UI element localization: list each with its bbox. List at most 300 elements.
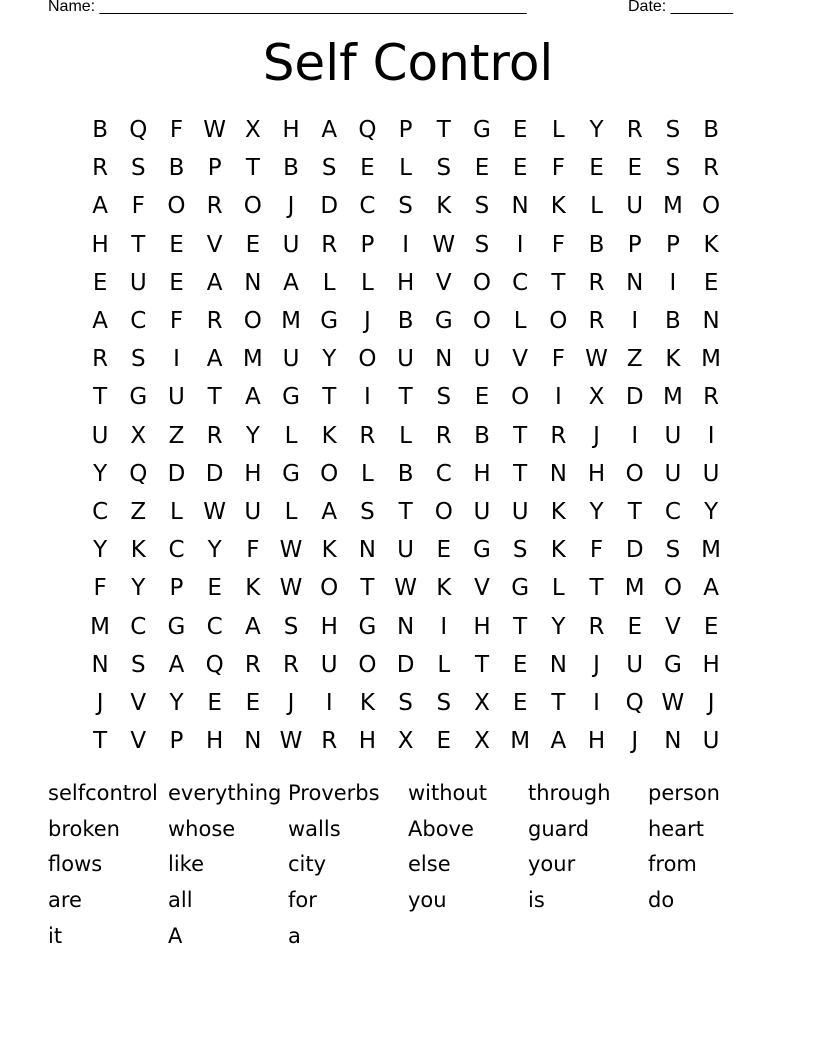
grid-letter: U (626, 651, 644, 678)
grid-letter: T (93, 384, 108, 411)
grid-letter: S (398, 689, 413, 716)
grid-letter: S (130, 155, 146, 182)
word-list-item: without (408, 781, 487, 805)
word-list-item: for (288, 888, 317, 913)
grid-letter: T (207, 384, 222, 411)
grid-letter: E (512, 117, 528, 144)
grid-letter: E (512, 689, 528, 716)
grid-letter: S (665, 155, 681, 182)
grid-letter: A (283, 269, 299, 296)
grid-letter: O (472, 308, 492, 335)
grid-letter: E (703, 269, 719, 296)
grid-letter: S (665, 537, 681, 564)
grid-letter: O (434, 498, 453, 525)
grid-letter: Y (589, 117, 604, 144)
grid-letter: O (358, 651, 377, 678)
grid-letter: E (360, 155, 375, 182)
grid-letter: U (702, 728, 720, 755)
grid-row (81, 264, 730, 302)
grid-letter: Q (625, 689, 644, 716)
grid-letter: T (513, 460, 528, 487)
grid-letter: Q (205, 651, 224, 678)
grid-letter: N (626, 269, 644, 296)
grid-letter: P (665, 231, 680, 258)
grid-letter: V (512, 346, 529, 373)
grid-letter: S (436, 155, 452, 182)
grid-letter: O (663, 575, 682, 602)
grid-letter: T (245, 155, 260, 182)
grid-letter: L (551, 117, 565, 144)
grid-letter: K (550, 498, 566, 525)
grid-letter: N (396, 613, 415, 640)
grid-letter: I (707, 422, 715, 449)
grid-letter: B (168, 155, 185, 182)
grid-letter: T (474, 651, 489, 678)
grid-letter: R (626, 117, 643, 144)
grid-letter: W (279, 575, 303, 602)
grid-letter: R (588, 269, 605, 296)
grid-letter: Z (168, 422, 185, 449)
grid-letter: G (663, 651, 682, 678)
grid-letter: H (282, 117, 300, 144)
grid-letter: N (244, 269, 262, 296)
word-list-item: whose (168, 816, 236, 841)
grid-letter: H (587, 460, 606, 487)
grid-letter: P (398, 117, 413, 144)
grid-letter: R (244, 651, 261, 678)
grid-letter: R (588, 613, 605, 640)
grid-letter: S (321, 155, 337, 182)
grid-letter: G (511, 575, 530, 602)
grid-letter: O (167, 193, 186, 220)
grid-letter: C (664, 498, 681, 525)
word-list-item: broken (48, 816, 120, 841)
grid-letter: I (440, 613, 448, 640)
grid-letter: E (512, 651, 528, 678)
grid-letter: S (474, 193, 490, 220)
grid-letter: S (436, 384, 452, 411)
grid-letter: L (513, 308, 527, 335)
grid-letter: R (359, 422, 376, 449)
grid-letter: K (321, 537, 337, 564)
grid-letter: N (702, 308, 720, 335)
grid-letter: P (627, 231, 642, 258)
grid-letter: N (358, 537, 377, 564)
grid-letter: B (665, 308, 681, 335)
grid-letter: L (590, 193, 603, 220)
grid-letter: I (593, 689, 600, 716)
grid-letter: F (551, 231, 565, 258)
word-list-item: city (288, 852, 327, 877)
grid-row (81, 722, 730, 760)
grid-letter: G (434, 308, 453, 335)
grid-letter: G (320, 308, 339, 335)
grid-row (81, 684, 730, 722)
grid-letter: I (631, 422, 639, 449)
grid-letter: V (474, 575, 490, 602)
grid-letter: G (282, 460, 300, 487)
grid-row (81, 493, 730, 531)
grid-letter: H (206, 728, 224, 755)
grid-letter: K (550, 193, 566, 220)
grid-letter: U (282, 231, 300, 258)
letter-grid (81, 111, 730, 760)
word-list-item: Above (408, 816, 474, 841)
grid-letter: W (394, 575, 417, 602)
grid-letter: L (399, 422, 412, 449)
grid-letter: R (588, 308, 605, 335)
grid-letter: D (167, 460, 186, 487)
grid-letter: F (589, 537, 604, 564)
grid-letter: R (92, 346, 109, 373)
grid-letter: A (703, 575, 719, 602)
grid-letter: Y (93, 460, 108, 487)
grid-letter: T (398, 498, 413, 525)
grid-letter: X (474, 689, 490, 716)
grid-letter: F (551, 155, 565, 182)
grid-letter: A (92, 308, 108, 335)
grid-letter: U (91, 422, 109, 449)
grid-letter: T (589, 575, 604, 602)
grid-letter: H (358, 728, 377, 755)
grid-letter: K (130, 537, 146, 564)
grid-letter: S (436, 689, 452, 716)
grid-letter: Y (131, 575, 146, 602)
word-list-item: your (528, 852, 576, 877)
grid-row (81, 455, 730, 493)
grid-letter: T (436, 117, 451, 144)
grid-letter: X (130, 422, 147, 449)
grid-letter: L (284, 498, 298, 525)
grid-letter: L (360, 460, 374, 487)
grid-letter: A (321, 498, 338, 525)
grid-letter: U (282, 346, 300, 373)
grid-letter: Y (551, 613, 566, 640)
grid-letter: J (96, 689, 104, 716)
grid-row (81, 149, 730, 187)
grid-letter: E (169, 269, 184, 296)
grid-letter: V (435, 269, 452, 296)
word-list-item: Proverbs (288, 781, 380, 805)
grid-letter: N (435, 346, 453, 373)
grid-letter: O (243, 308, 262, 335)
grid-letter: R (206, 422, 223, 449)
grid-letter: A (168, 651, 185, 678)
grid-letter: G (473, 537, 491, 564)
grid-letter: S (283, 613, 299, 640)
word-list-item: person (648, 781, 720, 805)
grid-letter: O (511, 384, 530, 411)
grid-letter: B (283, 155, 299, 182)
grid-letter: B (703, 117, 719, 144)
grid-letter: U (168, 384, 185, 411)
grid-letter: U (702, 460, 720, 487)
grid-row (81, 607, 730, 645)
grid-letter: C (435, 460, 452, 487)
grid-letter: O (625, 460, 644, 487)
grid-letter: J (707, 689, 715, 716)
word-list-item: flows (48, 852, 103, 877)
grid-letter: W (432, 231, 456, 258)
grid-row (81, 340, 730, 378)
word-list-item: it (48, 923, 63, 948)
grid-letter: N (91, 651, 109, 678)
grid-letter: Z (130, 498, 147, 525)
grid-letter: S (130, 346, 146, 373)
grid-letter: I (364, 384, 371, 411)
grid-letter: M (510, 728, 531, 755)
grid-letter: S (360, 498, 375, 525)
grid-row (81, 226, 730, 264)
grid-letter: Y (589, 498, 604, 525)
grid-letter: T (551, 689, 566, 716)
grid-letter: Q (129, 460, 148, 487)
word-list-item: else (408, 852, 451, 877)
grid-letter: X (474, 728, 490, 755)
grid-letter: B (397, 308, 414, 335)
grid-letter: J (287, 689, 295, 716)
date-field-label: Date: _______ (628, 0, 733, 15)
word-list-item: a (288, 923, 301, 948)
grid-letter: L (551, 575, 565, 602)
grid-letter: Q (129, 117, 148, 144)
grid-letter: E (245, 689, 261, 716)
grid-letter: L (170, 498, 183, 525)
grid-letter: G (358, 613, 377, 640)
grid-letter: R (321, 231, 338, 258)
grid-letter: S (512, 537, 528, 564)
grid-letter: H (396, 269, 415, 296)
grid-letter: H (587, 728, 606, 755)
grid-letter: E (436, 537, 452, 564)
grid-letter: N (549, 651, 567, 678)
grid-letter: C (168, 537, 185, 564)
grid-letter: D (396, 651, 415, 678)
grid-row (81, 302, 730, 340)
grid-letter: C (512, 269, 529, 296)
grid-letter: Y (93, 537, 108, 564)
grid-letter: Q (358, 117, 377, 144)
grid-letter: E (207, 689, 222, 716)
grid-letter: U (511, 498, 529, 525)
grid-letter: N (244, 728, 262, 755)
grid-letter: U (473, 498, 491, 525)
grid-letter: G (473, 117, 491, 144)
grid-letter: U (626, 193, 644, 220)
grid-letter: A (92, 193, 108, 220)
grid-row (81, 646, 730, 684)
grid-letter: K (436, 575, 452, 602)
grid-letter: U (397, 346, 415, 373)
name-field-label: Name: ________________________________________________ (48, 0, 527, 15)
grid-letter: F (93, 575, 107, 602)
word-list-item: is (528, 888, 545, 913)
grid-letter: Y (245, 422, 260, 449)
grid-letter: U (473, 346, 491, 373)
grid-letter: T (93, 728, 108, 755)
word-list-item: guard (528, 816, 590, 841)
grid-letter: W (661, 689, 685, 716)
grid-letter: M (662, 193, 683, 220)
grid-letter: W (203, 117, 227, 144)
grid-letter: P (169, 728, 184, 755)
grid-row (81, 531, 730, 569)
grid-row (81, 378, 730, 416)
grid-letter: V (206, 231, 223, 258)
grid-letter: R (206, 308, 223, 335)
grid-row (81, 417, 730, 455)
grid-letter: L (399, 155, 412, 182)
word-list-item: like (168, 852, 205, 877)
grid-letter: G (167, 613, 186, 640)
grid-letter: M (281, 308, 301, 335)
word-list-item: selfcontrol (48, 781, 158, 805)
grid-letter: X (397, 728, 414, 755)
grid-letter: E (589, 155, 604, 182)
grid-letter: J (593, 422, 600, 449)
grid-letter: G (282, 384, 300, 411)
grid-letter: A (206, 346, 223, 373)
grid-letter: T (360, 575, 375, 602)
grid-letter: S (130, 651, 146, 678)
grid-letter: H (244, 460, 262, 487)
grid-letter: B (397, 460, 414, 487)
grid-letter: A (206, 269, 223, 296)
grid-letter: K (321, 422, 337, 449)
word-list-item: everything (168, 781, 282, 805)
grid-letter: E (436, 728, 452, 755)
grid-letter: V (130, 728, 147, 755)
grid-letter: I (173, 346, 180, 373)
grid-letter: U (664, 422, 682, 449)
grid-letter: U (244, 498, 262, 525)
grid-letter: R (283, 651, 300, 678)
word-list-item: you (408, 888, 447, 913)
grid-letter: V (130, 689, 147, 716)
grid-letter: O (320, 460, 339, 487)
grid-letter: T (513, 613, 528, 640)
grid-letter: E (169, 231, 184, 258)
grid-letter: E (245, 231, 261, 258)
grid-row (81, 111, 730, 149)
grid-letter: N (511, 193, 529, 220)
grid-letter: L (322, 269, 336, 296)
grid-letter: L (284, 422, 298, 449)
grid-letter: O (549, 308, 568, 335)
grid-letter: H (473, 613, 491, 640)
grid-letter: O (320, 575, 339, 602)
word-list-item: heart (648, 816, 704, 841)
grid-letter: E (474, 155, 490, 182)
grid-letter: C (130, 613, 147, 640)
grid-letter: P (360, 231, 375, 258)
grid-letter: T (513, 422, 528, 449)
word-list-item: walls (288, 816, 341, 841)
grid-letter: M (701, 537, 722, 564)
grid-letter: W (203, 498, 227, 525)
grid-letter: E (703, 613, 719, 640)
grid-letter: U (129, 269, 147, 296)
grid-letter: K (665, 346, 681, 373)
grid-letter: A (244, 613, 261, 640)
grid-letter: E (627, 155, 642, 182)
grid-letter: R (92, 155, 109, 182)
grid-letter: T (551, 269, 566, 296)
grid-letter: X (588, 384, 605, 411)
grid-letter: A (321, 117, 338, 144)
grid-letter: M (624, 575, 645, 602)
grid-letter: E (474, 384, 490, 411)
grid-letter: E (207, 575, 222, 602)
grid-letter: C (130, 308, 147, 335)
grid-letter: R (435, 422, 452, 449)
grid-letter: S (398, 193, 413, 220)
grid-letter: I (516, 231, 524, 258)
page-title: Self Control (262, 34, 554, 92)
grid-letter: E (512, 155, 528, 182)
grid-letter: J (631, 728, 639, 755)
grid-letter: W (585, 346, 608, 373)
grid-letter: G (129, 384, 148, 411)
grid-letter: A (244, 384, 261, 411)
grid-letter: C (92, 498, 109, 525)
grid-letter: I (669, 269, 677, 296)
grid-letter: M (701, 346, 722, 373)
grid-letter: D (205, 460, 224, 487)
grid-letter: C (359, 193, 376, 220)
grid-letter: F (246, 537, 260, 564)
grid-letter: A (550, 728, 567, 755)
grid-letter: J (593, 651, 600, 678)
grid-letter: F (169, 308, 184, 335)
grid-letter: P (169, 575, 184, 602)
grid-row (81, 569, 730, 607)
grid-letter: W (279, 537, 303, 564)
grid-letter: H (320, 613, 338, 640)
grid-letter: D (625, 384, 644, 411)
grid-letter: T (131, 231, 146, 258)
grid-letter: X (244, 117, 261, 144)
word-list-item: through (528, 781, 611, 805)
grid-letter: P (207, 155, 222, 182)
grid-letter: C (206, 613, 223, 640)
word-list-item: A (168, 923, 183, 948)
grid-letter: M (662, 384, 683, 411)
grid-letter: B (474, 422, 490, 449)
grid-letter: D (625, 537, 644, 564)
grid-letter: R (550, 422, 567, 449)
grid-letter: B (92, 117, 108, 144)
grid-letter: U (320, 651, 338, 678)
grid-letter: J (287, 193, 295, 220)
grid-letter: K (703, 231, 719, 258)
grid-row (81, 187, 730, 225)
grid-letter: Y (207, 537, 222, 564)
grid-letter: R (703, 155, 720, 182)
grid-letter: K (436, 193, 452, 220)
grid-letter: D (320, 193, 339, 220)
grid-letter: U (397, 537, 415, 564)
grid-letter: V (665, 613, 681, 640)
grid-letter: S (665, 117, 681, 144)
grid-letter: M (242, 346, 263, 373)
grid-letter: T (322, 384, 337, 411)
grid-letter: O (358, 346, 377, 373)
grid-letter: I (631, 308, 639, 335)
grid-letter: I (325, 689, 333, 716)
grid-letter: N (664, 728, 682, 755)
grid-letter: R (321, 728, 338, 755)
